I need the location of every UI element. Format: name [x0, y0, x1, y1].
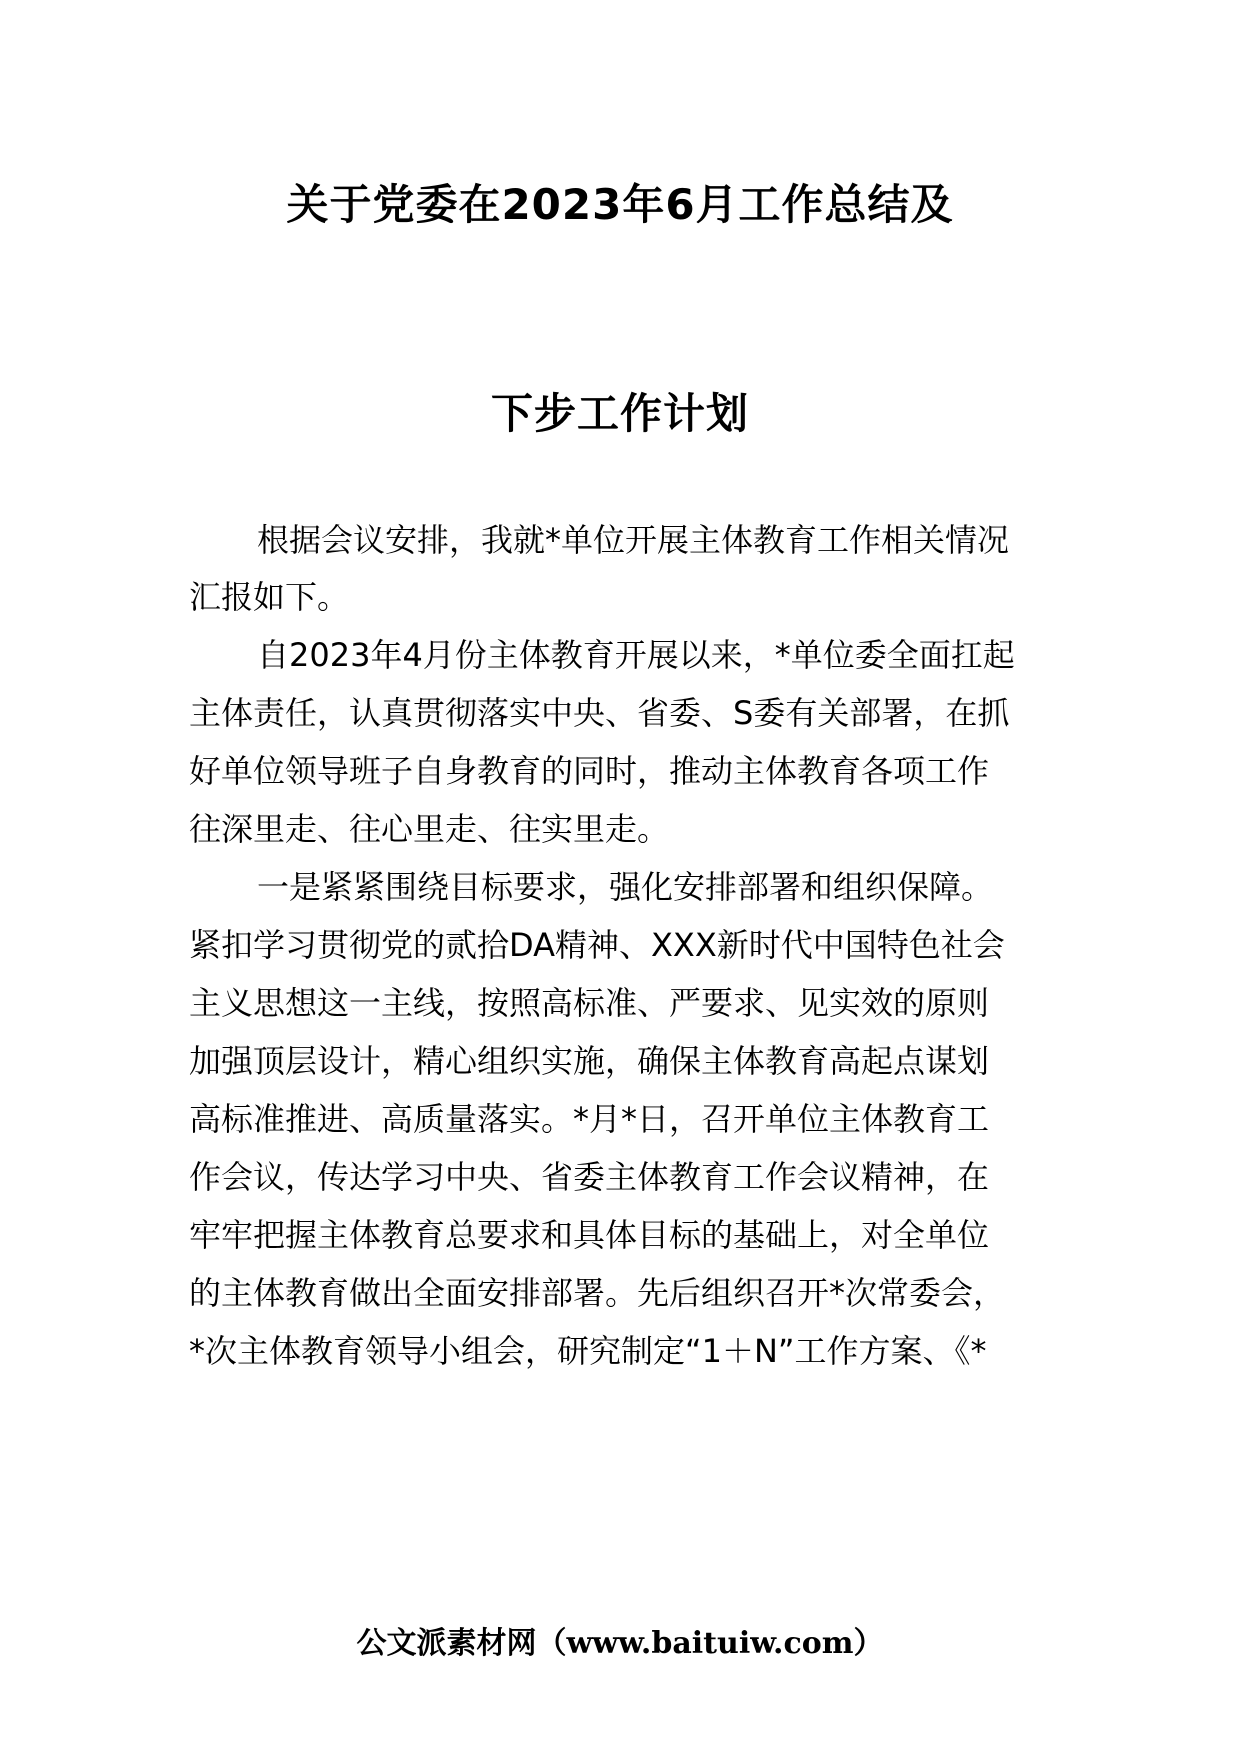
body-line: 根据会议安排，我就*单位开展主体教育工作相关情况: [257, 521, 1010, 559]
body-line: 加强顶层设计，精心组织实施，确保主体教育高起点谋划: [189, 1042, 990, 1080]
body-line: 主体责任，认真贯彻落实中央、省委、S委有关部署，在抓: [189, 694, 1010, 732]
body-line: 的主体教育做出全面安排部署。先后组织召开*次常委会，: [189, 1274, 1006, 1312]
footer-source: 公文派素材网（www.baituiw.com）: [356, 1626, 884, 1661]
body-line: 牢牢把握主体教育总要求和具体目标的基础上，对全单位: [189, 1216, 990, 1254]
body-line: 好单位领导班子自身教育的同时，推动主体教育各项工作: [189, 752, 990, 790]
body-line: 作会议，传达学习中央、省委主体教育工作会议精神，在: [189, 1158, 990, 1196]
body-line: 紧扣学习贯彻党的贰拾DA精神、XXX新时代中国特色社会: [189, 926, 1005, 964]
body-line: 主义思想这一主线，按照高标准、严要求、见实效的原则: [189, 984, 990, 1022]
document-title-line-1: 关于党委在2023年6月工作总结及: [286, 180, 954, 229]
document-title-line-2: 下步工作计划: [490, 389, 749, 438]
body-line: 自2023年4月份主体教育开展以来，*单位委全面扛起: [257, 636, 1015, 674]
body-line: 高标准推进、高质量落实。*月*日，召开单位主体教育工: [189, 1100, 990, 1138]
body-line: 往深里走、往心里走、往实里走。: [189, 810, 670, 848]
body-line: 汇报如下。: [189, 578, 350, 616]
body-line: 一是紧紧围绕目标要求，强化安排部署和组织保障。: [257, 868, 994, 906]
body-line: *次主体教育领导小组会，研究制定“1＋N”工作方案、《*: [189, 1332, 987, 1370]
